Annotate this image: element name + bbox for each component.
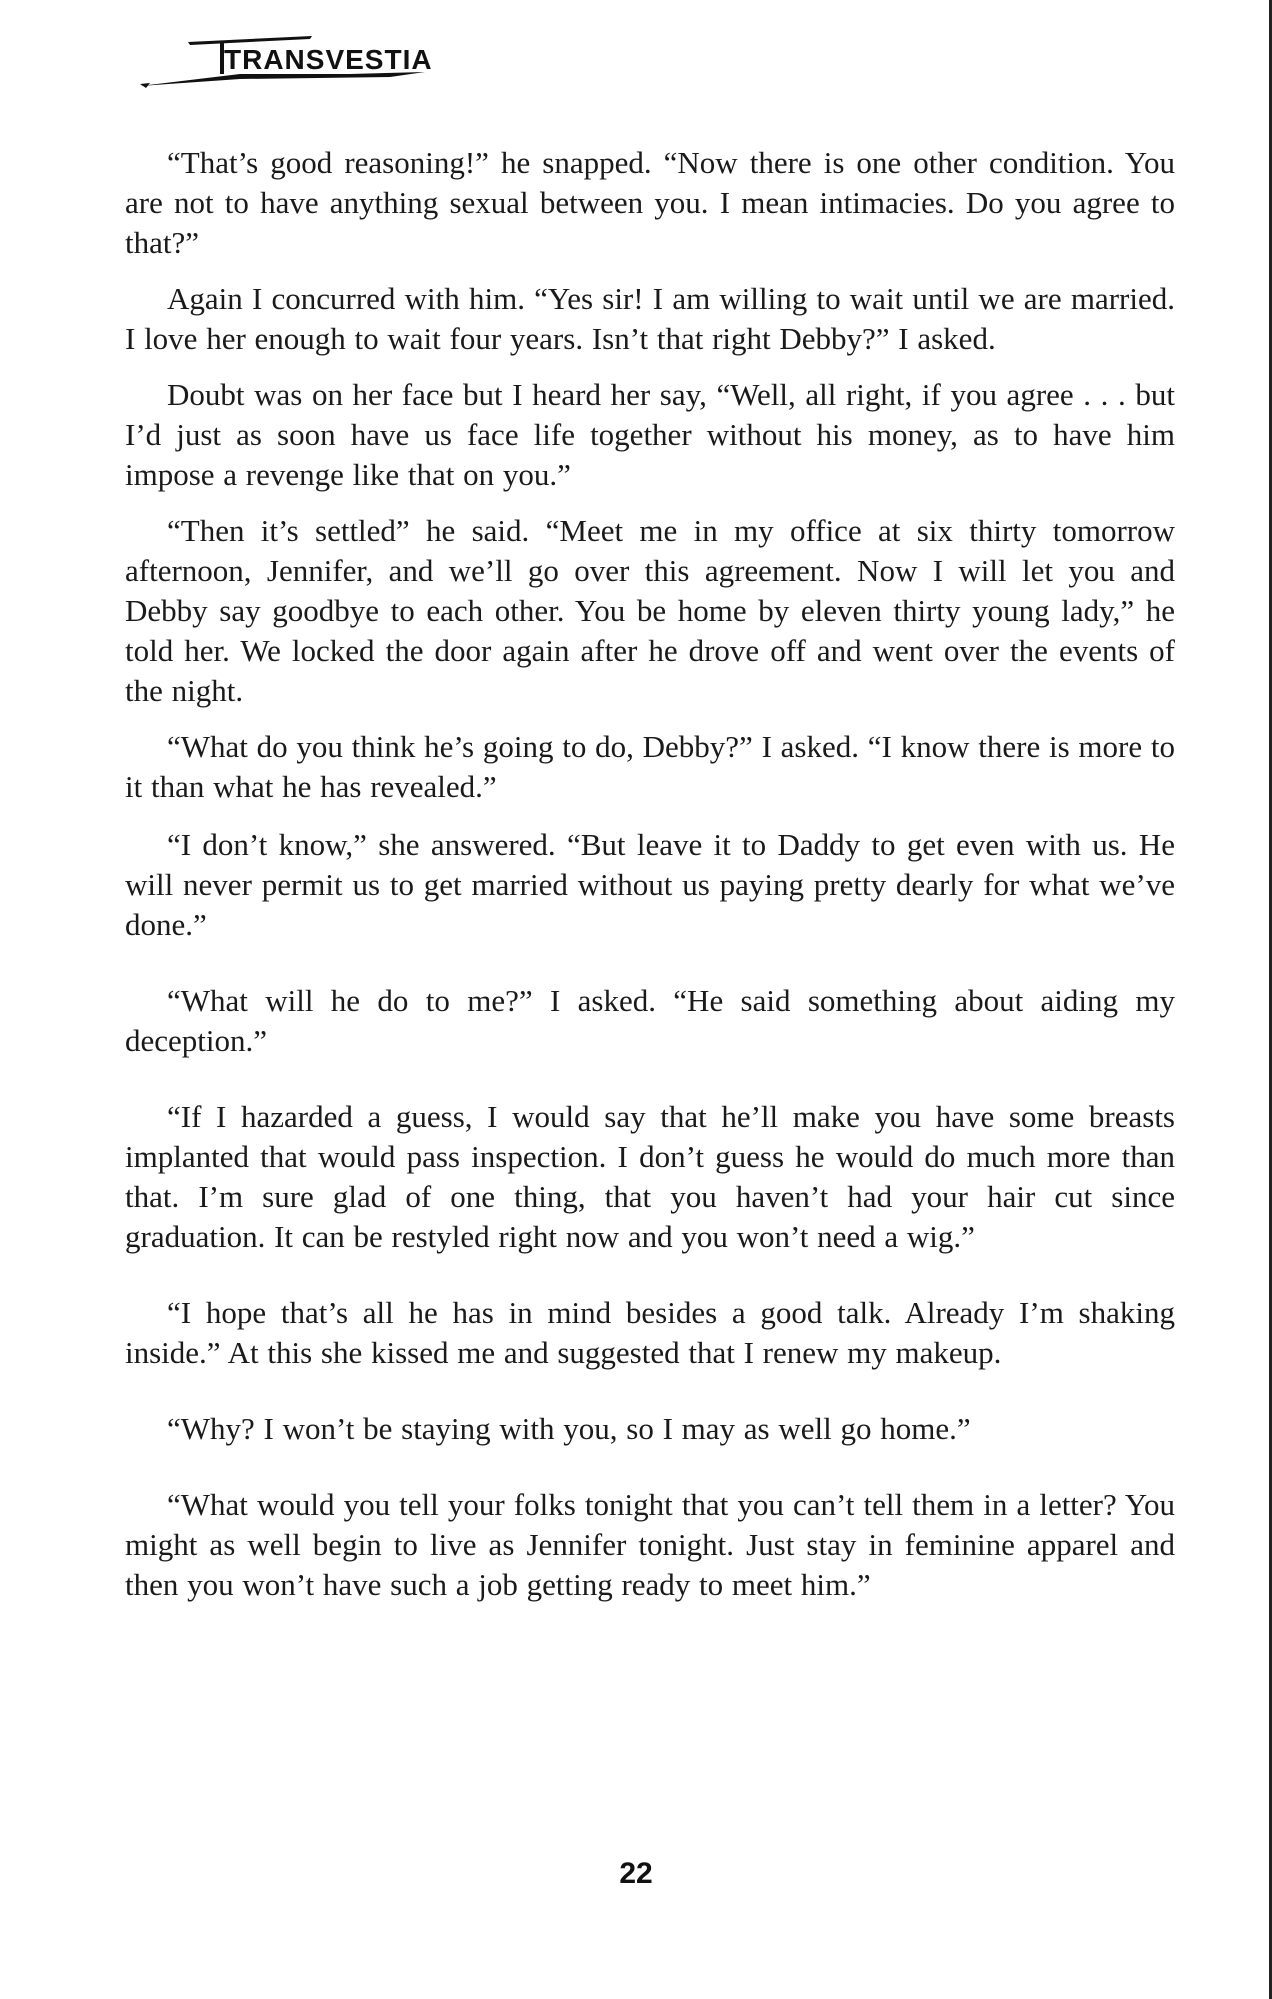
paragraph: “What do you think he’s going to do, Debby?” I asked. “I know there is more to it than what he has revealed.” bbox=[125, 729, 1175, 804]
page-body bbox=[125, 143, 1175, 1605]
paragraph: “I don’t know,” she answered. “But leave it to Daddy to get even with us. He will never permit us to get married without us paying pretty dearly for what we’ve done.” bbox=[125, 827, 1175, 942]
publication-title: TRANSVESTIA bbox=[224, 44, 433, 75]
paragraph: “I hope that’s all he has in mind besides a good talk. Already I’m shaking inside.” At this she kissed me and suggested that I renew my makeup. bbox=[125, 1295, 1175, 1370]
paragraph: Again I concurred with him. “Yes sir! I am willing to wait until we are married. I love her enough to wait four years. Isn’t that right Debby?” I asked. bbox=[125, 281, 1175, 356]
running-header bbox=[140, 28, 500, 98]
paragraph: Doubt was on her face but I heard her say, “Well, all right, if you agree . . . but I’d just as soon have us face life together without his money, as to have him impose a revenge like that on you.” bbox=[125, 377, 1175, 492]
page-number: 22 bbox=[619, 1857, 653, 1890]
paragraph: “Then it’s settled” he said. “Meet me in my office at six thirty tomorrow afternoon, Jennifer, and we’ll go over this agreement. Now I will let you and Debby say goodbye to each other. You be home by eleven thirty young lady,” he told her. We locked the door again after he drove off and went over the events of the night. bbox=[125, 513, 1175, 708]
paragraph: “That’s good reasoning!” he snapped. “Now there is one other condition. You are not to have anything sexual between you. I mean intimacies. Do you agree to that?” bbox=[125, 145, 1175, 260]
paragraph: “What will he do to me?” I asked. “He said something about aiding my deception.” bbox=[125, 983, 1175, 1058]
paragraph: “What would you tell your folks tonight that you can’t tell them in a letter? You might as well begin to live as Jennifer tonight. Just stay in feminine apparel and then you won’t have such a job getting ready to meet him.” bbox=[125, 1487, 1175, 1602]
paragraph: “If I hazarded a guess, I would say that he’ll make you have some breasts implanted that would pass inspection. I don’t guess he would do much more than that. I’m sure glad of one thing, that you haven’t had your hair cut since graduation. It can be restyled right now and you won’t need a wig.” bbox=[125, 1099, 1175, 1254]
paragraph: “Why? I won’t be staying with you, so I may as well go home.” bbox=[167, 1411, 971, 1446]
